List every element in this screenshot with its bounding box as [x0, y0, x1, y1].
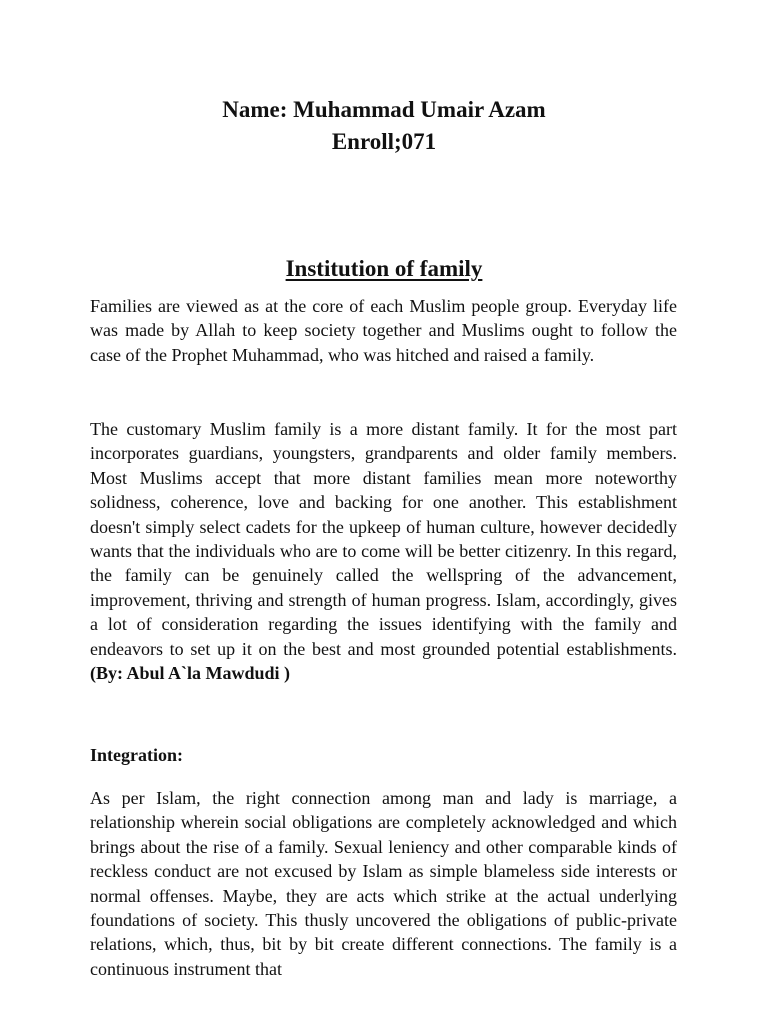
- document-header: [0, 94, 768, 158]
- paragraph-intro: [90, 294, 677, 367]
- section-heading-integration: Integration:: [90, 745, 183, 765]
- paragraph-integration-text: As per Islam, the right connection among man and lady is marriage, a relationship wherein social obligations are completely acknowledged and which brings about the rise of a family. Sexual leniency and other comparable kinds of reckless conduct are not excused by Islam as simple blameless side interests or normal offenses. Maybe, they are acts which strike at the actual underlying foundations of society. This thusly uncovered the obligations of public-private relations, which, thus, bit by bit create different connections. The family is a continuous instrument that: [90, 788, 677, 979]
- enrollment-number: Enroll;071: [331, 129, 437, 154]
- student-name: Name: Muhammad Umair Azam: [222, 97, 546, 122]
- paragraph-intro-text: Families are viewed as at the core of each Muslim people group. Everyday life was made by Allah to keep society together and Muslims ought to follow the case of the Prophet Muhammad, who was hitched and raised a family.: [90, 296, 677, 365]
- document-title: Institution of family: [285, 256, 483, 281]
- paragraph-family: [90, 417, 677, 685]
- paragraph-integration: [90, 786, 677, 981]
- paragraph-family-text: The customary Muslim family is a more distant family. It for the most part incorporates guardians, youngsters, grandparents and older family members. Most Muslims accept that more distant families mean more noteworthy solidness, coherence, love and backing for one another. This establishment doesn't simply select cadets for the upkeep of human culture, however decidedly wants that the individuals who are to come will be better citizenry. In this regard, the family can be genuinely called the wellspring of the advancement, improvement, thriving and strength of human progress. Islam, accordingly, gives a lot of consideration regarding the issues identifying with the family and endeavors to set up it on the best and most grounded potential establishments.: [90, 419, 677, 659]
- author-citation: (By: Abul A`la Mawdudi ): [90, 663, 291, 684]
